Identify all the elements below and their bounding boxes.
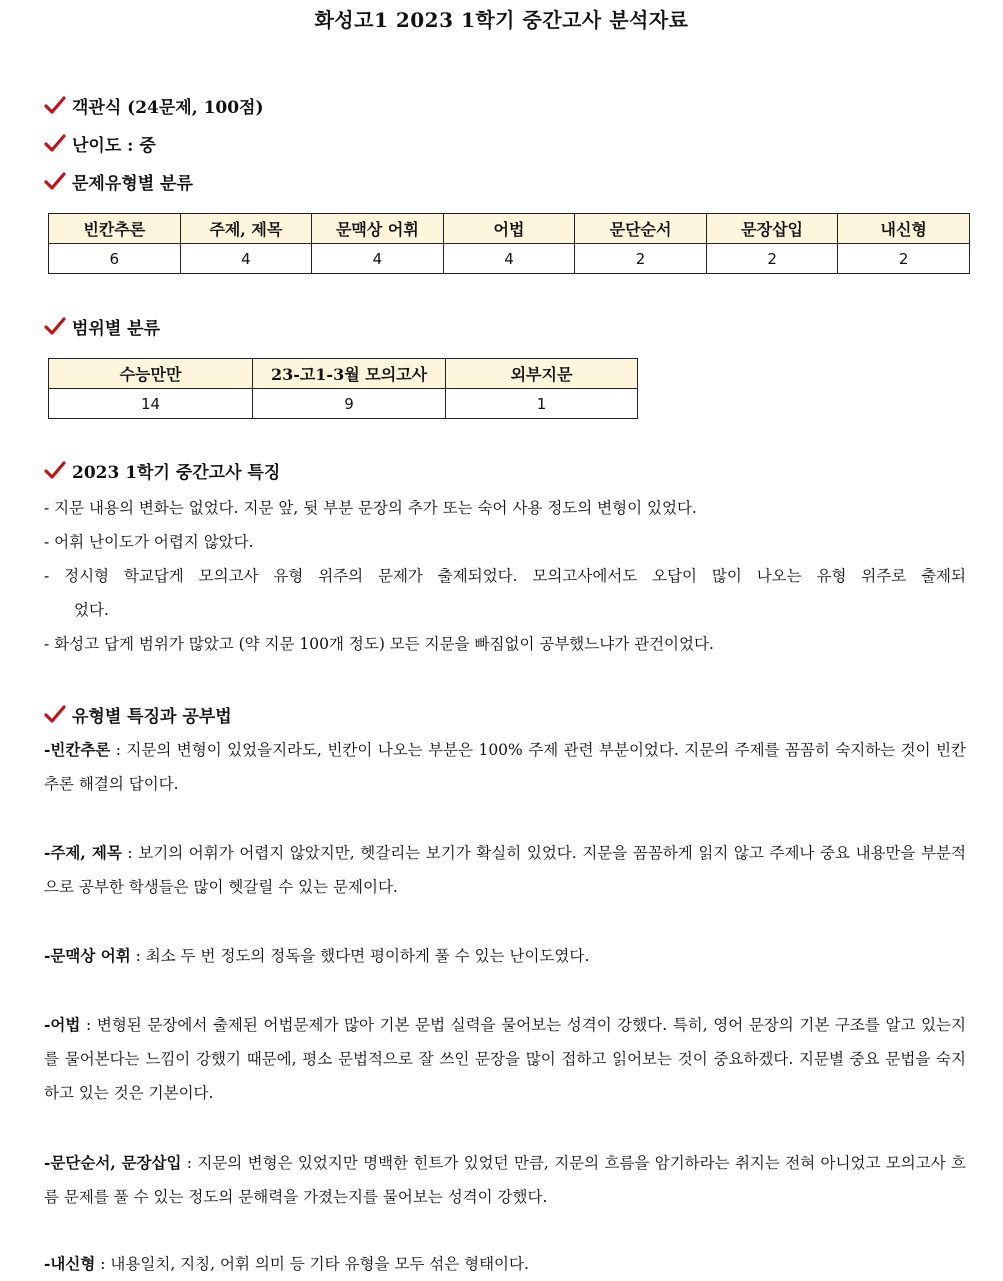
- heading-study-methods: [44, 701, 232, 727]
- table-row: [49, 389, 638, 419]
- study-item-school-type: [44, 1247, 966, 1281]
- study-text: : 변형된 문장에서 출제된 어법문제가 많아 기본 문법 실력을 물어보는 성격이 강했다. 특히, 영어 문장의 기본 구조를 알고 있는지를 물어본다는 느낌이 강했기 때문에, 평소 문법적으로 잘 쓰인 문장을 많이 접하고 읽어보는 것이 중요하겠다. 지문별 중요 문법을 숙지하고 있는 것은 기본이다.: [44, 1016, 966, 1102]
- study-text: : 지문의 변형이 있었을지라도, 빈칸이 나오는 부분은 100% 주제 관련 부분이었다. 지문의 주제를 꼼꼼히 숙지하는 것이 빈칸추론 해결의 답이다.: [44, 741, 966, 793]
- study-term: -어법: [44, 1015, 81, 1034]
- checkmark-icon: [44, 316, 66, 336]
- heading-label: 객관식 (24문제, 100점): [72, 97, 264, 118]
- study-item-order-insertion: [44, 1146, 966, 1214]
- heading-difficulty: [44, 130, 156, 156]
- feature-item: - 화성고 답게 범위가 많았고 (약 지문 100개 정도) 모든 지문을 빠짐없이 공부했느냐가 관건이었다.: [44, 635, 714, 653]
- table-header-cell: 내신형: [838, 214, 970, 244]
- heading-format: [44, 92, 264, 118]
- heading-label: 난이도 : 중: [72, 135, 156, 156]
- heading-label: 유형별 특징과 공부법: [72, 706, 232, 727]
- feature-item: - 지문 내용의 변화는 없었다. 지문 앞, 뒷 부분 문장의 추가 또는 숙어 사용 정도의 변형이 있었다.: [44, 499, 697, 517]
- study-item-grammar: [44, 1008, 966, 1110]
- study-text: : 보기의 어휘가 어렵지 않았지만, 헷갈리는 보기가 확실히 있었다. 지문을 꼼꼼하게 읽지 않고 주제나 중요 내용만을 부분적으로 공부한 학생들은 많이 헷갈릴 수 있는 문제이다.: [44, 844, 967, 896]
- table-cell: 9: [253, 389, 446, 419]
- table-header-cell: 어법: [443, 214, 575, 244]
- study-item-context-vocab: [44, 939, 966, 973]
- study-term: -빈칸추론: [44, 740, 111, 759]
- table-cell: 2: [575, 244, 707, 274]
- table-header-cell: 문맥상 어휘: [312, 214, 444, 244]
- table-header-cell: 주제, 제목: [180, 214, 312, 244]
- checkmark-icon: [44, 704, 66, 724]
- table-cell: 2: [706, 244, 838, 274]
- features-list: [44, 491, 966, 661]
- table-header-row: [49, 359, 638, 389]
- study-item-blank-inference: [44, 733, 966, 801]
- study-term: -주제, 제목: [44, 843, 122, 862]
- table-header-cell: 23-고1-3월 모의고사: [253, 359, 446, 389]
- table-header-cell: 수능만만: [49, 359, 253, 389]
- study-term: -내신형: [44, 1254, 96, 1273]
- feature-item: - 정시형 학교답게 모의고사 유형 위주의 문제가 출제되었다. 모의고사에서도 오답이 많이 나오는 유형 위주로 출제되: [44, 567, 966, 585]
- table-header-cell: 외부지문: [446, 359, 638, 389]
- checkmark-icon: [44, 133, 66, 153]
- heading-range-classification: [44, 313, 160, 339]
- table-header-cell: 빈칸추론: [49, 214, 181, 244]
- feature-item-continuation: 었다.: [74, 601, 109, 619]
- table-cell: 4: [180, 244, 312, 274]
- checkmark-icon: [44, 95, 66, 115]
- feature-item: - 어휘 난이도가 어렵지 않았다.: [44, 533, 254, 551]
- heading-type-classification: [44, 168, 193, 194]
- heading-label: 범위별 분류: [72, 318, 161, 339]
- table-cell: 4: [443, 244, 575, 274]
- study-term: -문단순서, 문장삽입: [44, 1153, 182, 1172]
- checkmark-icon: [44, 460, 66, 480]
- heading-label: 2023 1학기 중간고사 특징: [72, 462, 281, 483]
- heading-label: 문제유형별 분류: [72, 173, 193, 194]
- table-header-row: [49, 214, 970, 244]
- checkmark-icon: [44, 171, 66, 191]
- range-table: [48, 358, 638, 419]
- page-title: 화성고1 2023 1학기 중간고사 분석자료: [314, 8, 689, 32]
- table-cell: 6: [49, 244, 181, 274]
- table-row: [49, 244, 970, 274]
- study-text: : 최소 두 번 정도의 정독을 했다면 평이하게 풀 수 있는 난이도였다.: [130, 947, 590, 965]
- heading-features: [44, 457, 280, 483]
- study-text: : 지문의 변형은 있었지만 명백한 힌트가 있었던 만큼, 지문의 흐름을 암기하라는 취지는 전혀 아니었고 모의고사 흐름 문제를 풀 수 있는 정도의 문해력을 가졌는지를 물어보는 성격이 강했다.: [44, 1154, 966, 1206]
- study-term: -문맥상 어휘: [44, 946, 131, 965]
- type-table: [48, 213, 970, 274]
- table-header-cell: 문단순서: [575, 214, 707, 244]
- table-cell: 4: [312, 244, 444, 274]
- table-cell: 14: [49, 389, 253, 419]
- table-cell: 2: [838, 244, 970, 274]
- table-header-cell: 문장삽입: [706, 214, 838, 244]
- study-text: : 내용일치, 지칭, 어휘 의미 등 기타 유형을 모두 섞은 형태이다.: [95, 1255, 529, 1273]
- table-cell: 1: [446, 389, 638, 419]
- study-item-topic-title: [44, 836, 966, 904]
